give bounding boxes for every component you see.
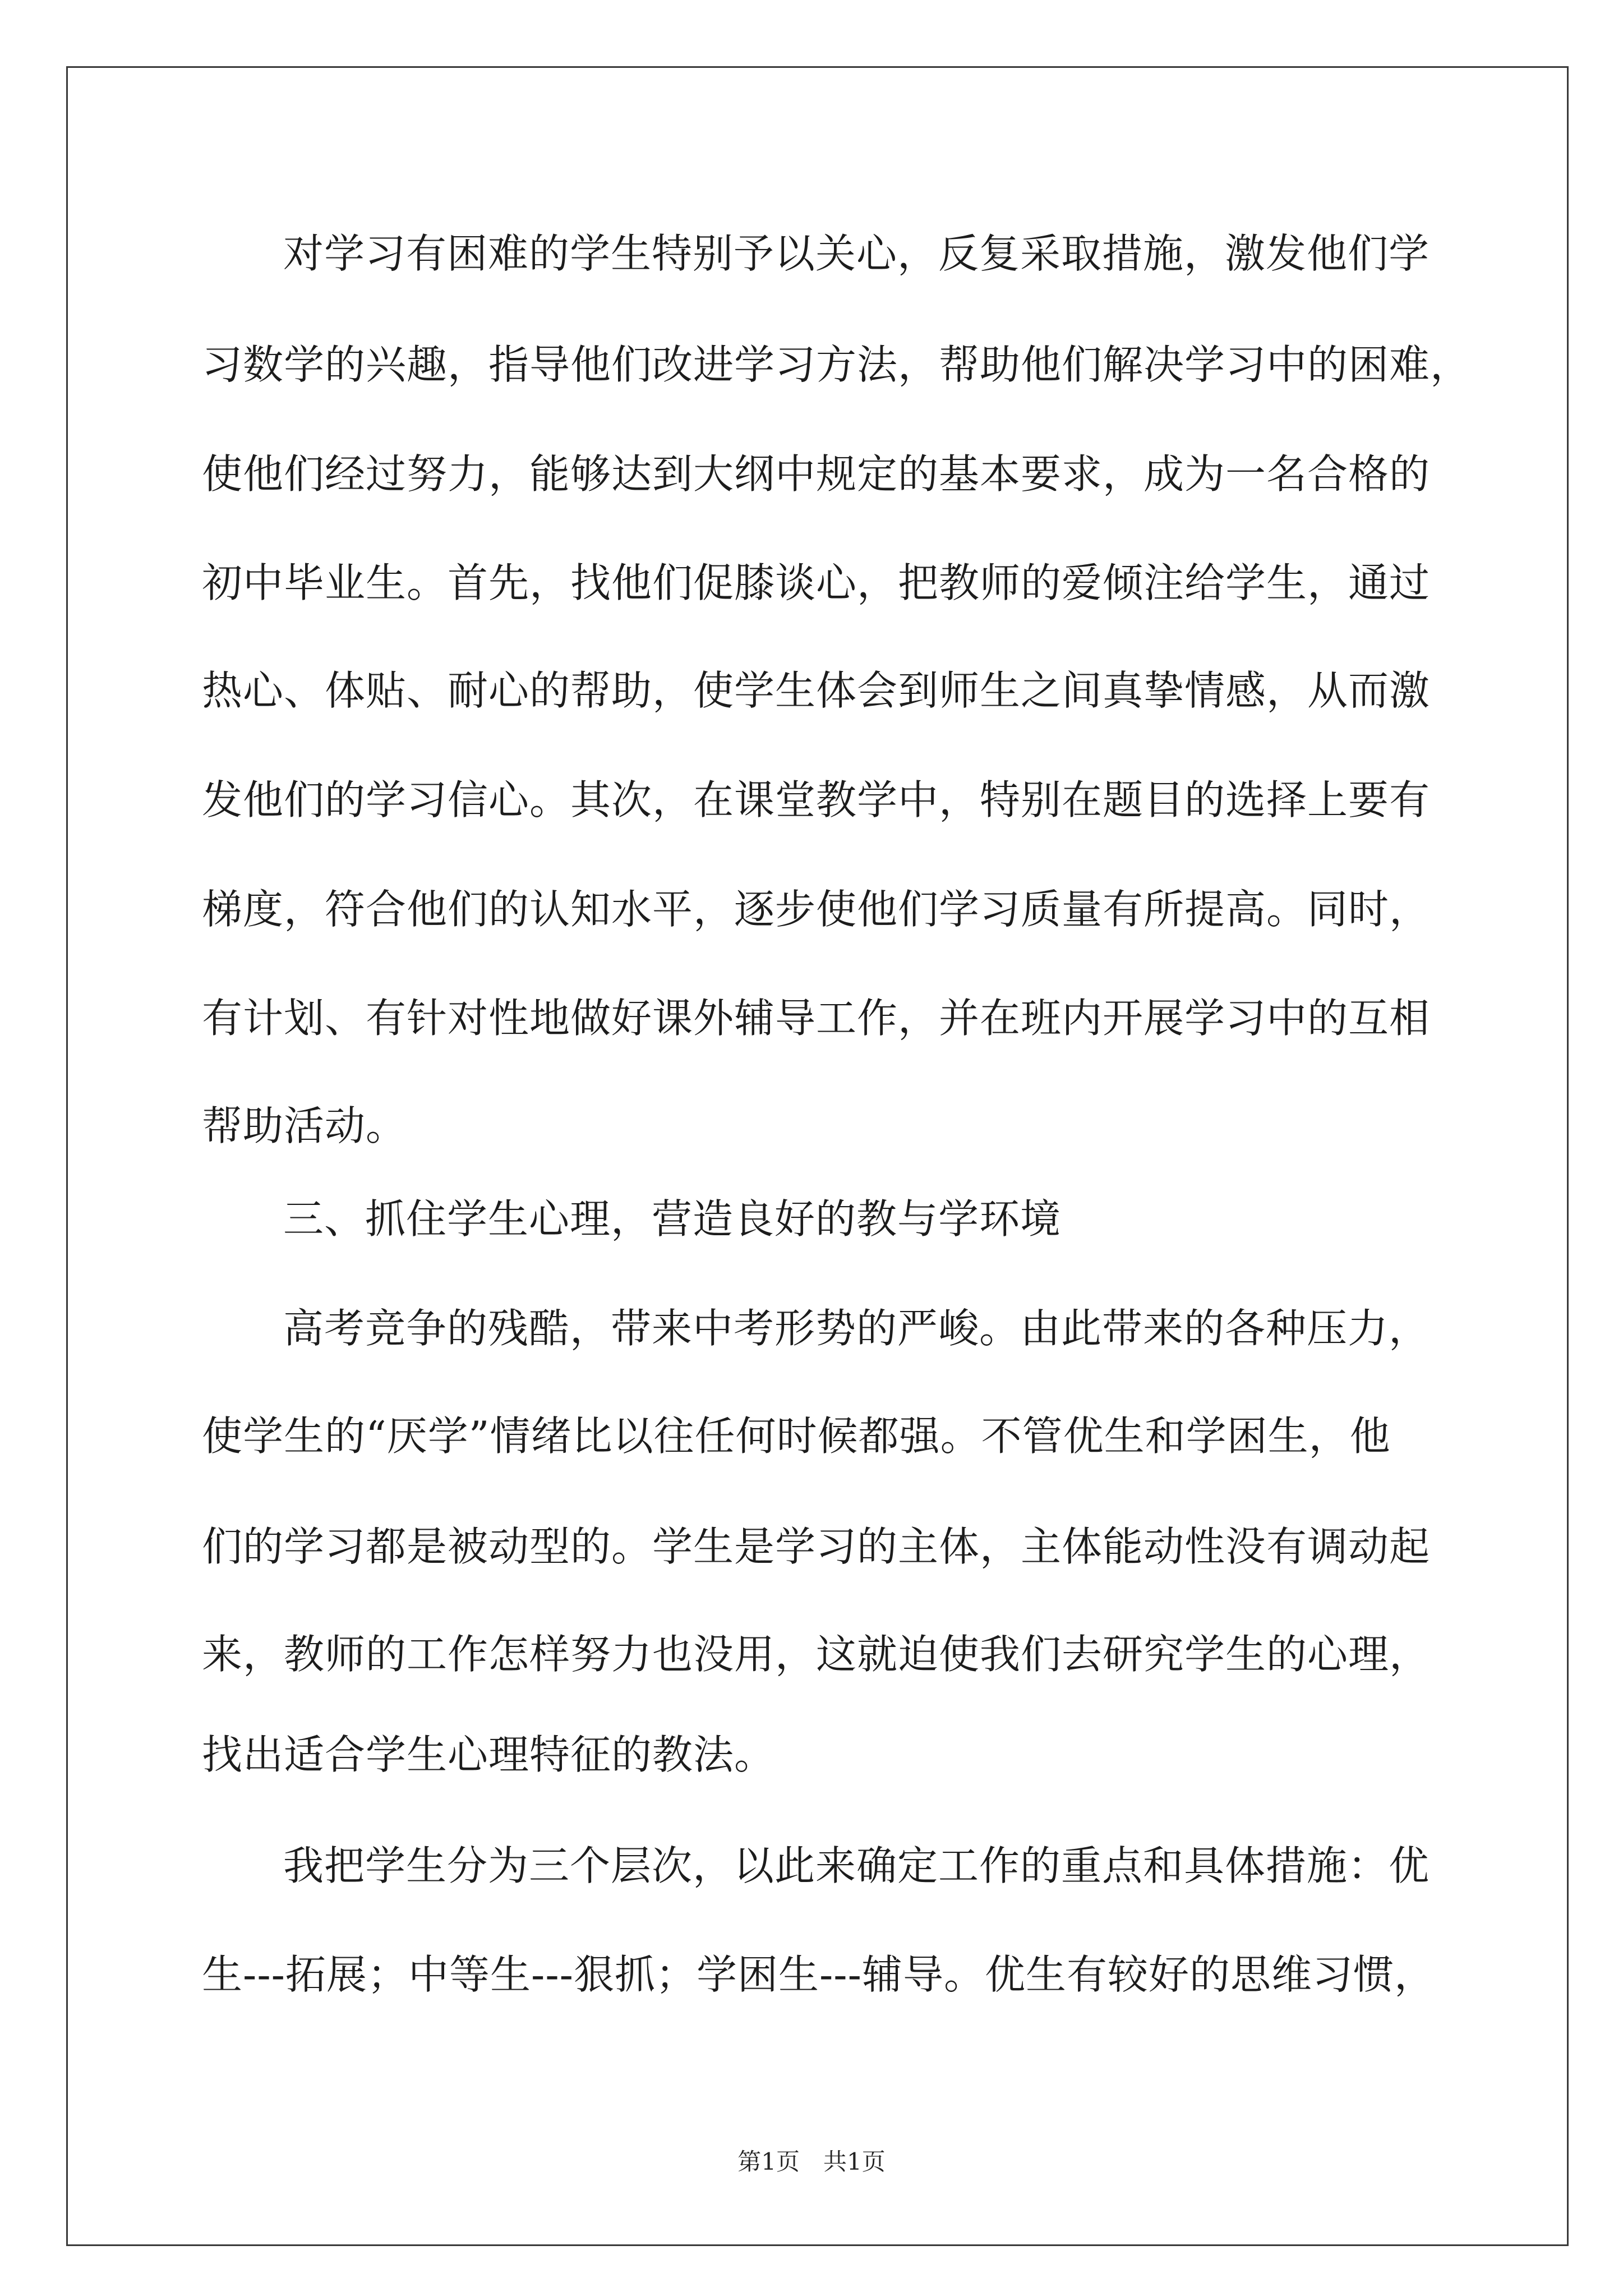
text-line: 们的学习都是被动型的。学生是学习的主体，主体能动性没有调动起 bbox=[202, 1523, 1431, 1570]
text-line: 习数学的兴趣，指导他们改进学习方法，帮助他们解决学习中的困难， bbox=[202, 341, 1472, 388]
text-line: 使学生的“厌学”情绪比以往任何时候都强。不管优生和学困生，他 bbox=[202, 1412, 1391, 1460]
text-line: 找出适合学生心理特征的教法。 bbox=[202, 1731, 776, 1778]
text-line: 帮助活动。 bbox=[202, 1102, 407, 1149]
page-number-footer: 第1页 共1页 bbox=[737, 2148, 886, 2175]
text-line: 生---拓展；中等生---狠抓；学困生---辅导。优生有较好的思维习惯， bbox=[202, 1951, 1435, 1998]
text-line: 热心、体贴、耐心的帮助，使学生体会到师生之间真挚情感，从而激 bbox=[202, 667, 1431, 714]
text-line: 梯度，符合他们的认知水平，逐步使他们学习质量有所提高。同时， bbox=[202, 886, 1431, 933]
text-line: 发他们的学习信心。其次，在课堂教学中，特别在题目的选择上要有 bbox=[202, 776, 1431, 823]
text-line: 高考竞争的残酷，带来中考形势的严峻。由此带来的各种压力， bbox=[283, 1305, 1430, 1352]
text-line: 有计划、有针对性地做好课外辅导工作，并在班内开展学习中的互相 bbox=[202, 995, 1431, 1042]
text-line: 初中毕业生。首先，找他们促膝谈心，把教师的爱倾注给学生，通过 bbox=[202, 559, 1431, 606]
text-line: 三、抓住学生心理，营造良好的教与学环境 bbox=[283, 1195, 1062, 1243]
text-line: 对学习有困难的学生特别予以关心，反复采取措施，激发他们学 bbox=[283, 230, 1430, 277]
text-line: 来，教师的工作怎样努力也没用，这就迫使我们去研究学生的心理， bbox=[202, 1631, 1431, 1678]
text-line: 我把学生分为三个层次，以此来确定工作的重点和具体措施：优 bbox=[283, 1842, 1430, 1889]
page-border bbox=[66, 66, 1569, 2246]
text-line: 使他们经过努力，能够达到大纲中规定的基本要求，成为一名合格的 bbox=[202, 450, 1431, 498]
